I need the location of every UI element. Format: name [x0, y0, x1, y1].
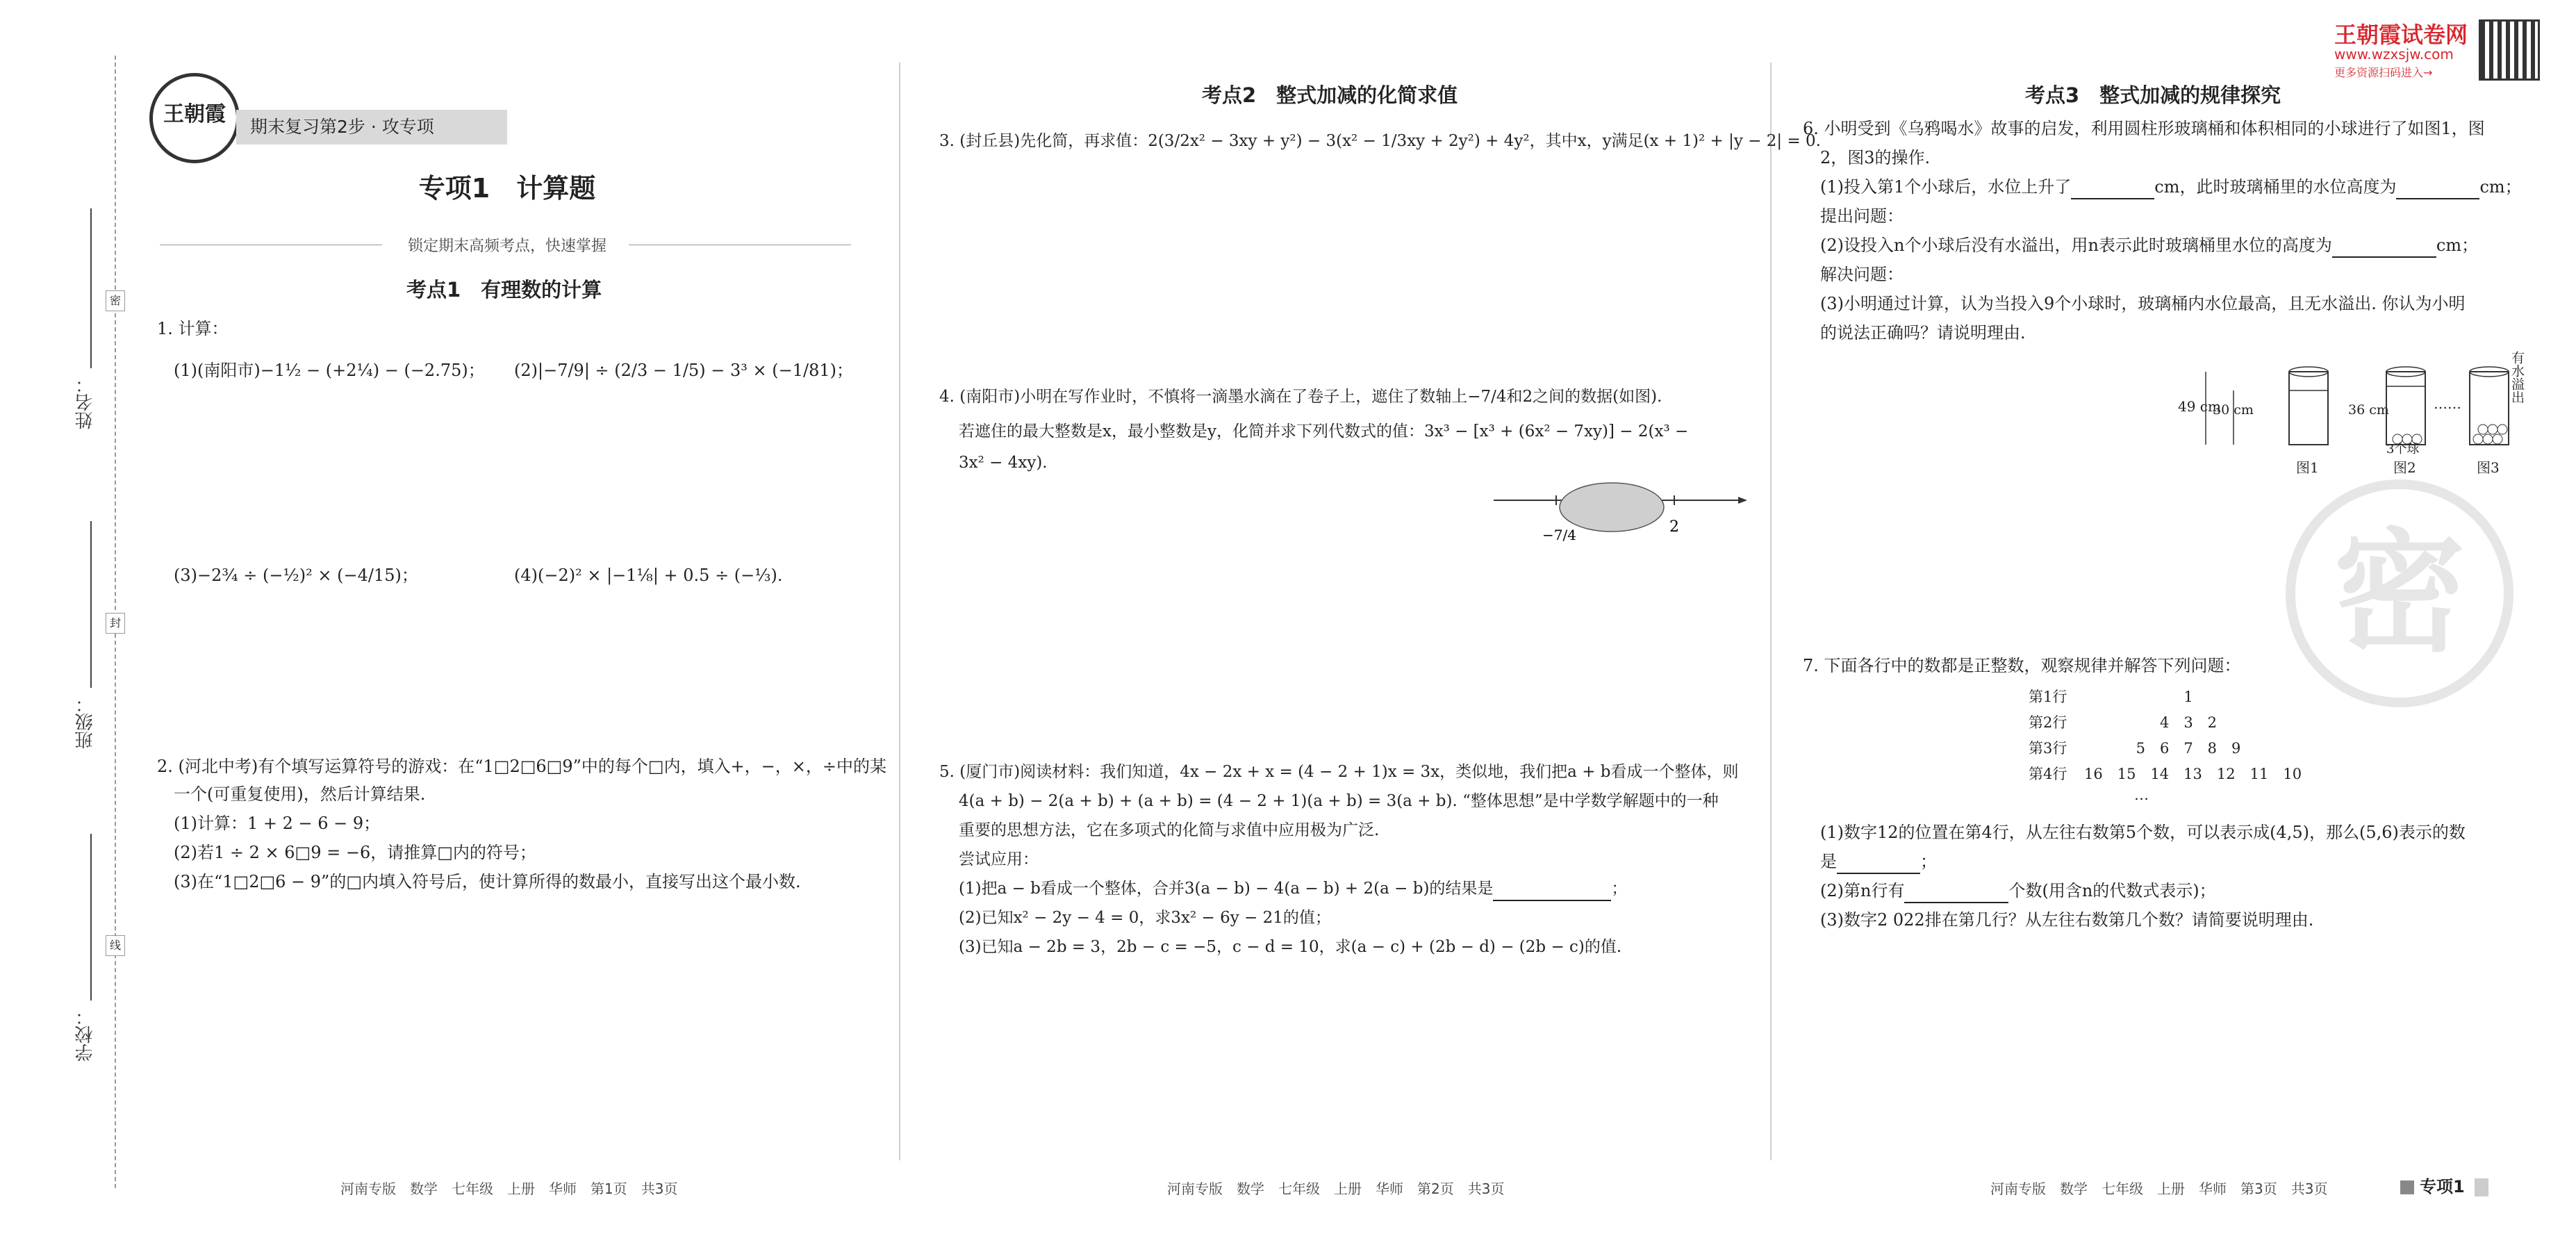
q1-2: (2)|−7/9| ÷ (2/3 − 1/5) − 3³ × (−1/81)； [514, 361, 853, 380]
q5-line2: 4(a + b) − 2(a + b) + (a + b) = (4 − 2 + 1)(a + b) = 3(a + b). “整体思想”是中学数学解题中的一种 [959, 792, 1719, 810]
footer-page-1: 河南专版 数学 七年级 上册 华师 第1页 共3页 [340, 1180, 678, 1197]
footer-page-3: 河南专版 数学 七年级 上册 华师 第3页 共3页 [1990, 1180, 2328, 1197]
q7-row [2029, 762, 2320, 787]
name-label: 姓名： [75, 375, 96, 429]
column-divider-1 [899, 63, 900, 1160]
q5-1: (1)把a − b看成一个整体，合并3(a − b) − 4(a − b) + 2(a − b)的结果是 ； [959, 876, 1627, 901]
q6-1c: cm； [2479, 177, 2522, 197]
q7-2-text: (2)第n行有 [1820, 881, 1905, 900]
q5-2: (2)已知x² − 2y − 4 = 0，求3x² − 6y − 21的值； [959, 909, 1331, 927]
q7-2 [1820, 878, 2216, 903]
q5-line1: 5. (厦门市)阅读材料：我们知道，4x − 2x + x = (4 − 2 + 1)x = 3x，类似地，我们把a + b看成一个整体，则 [939, 763, 1739, 781]
seal-mark: 密 [106, 290, 125, 311]
school-underline [90, 834, 92, 1001]
ink-blot [1560, 483, 1664, 532]
fig3-label: 图3 [2477, 459, 2500, 476]
fig2-label: 图2 [2393, 459, 2416, 476]
q2-line2: 一个(可重复使用)，然后计算结果. [174, 784, 426, 804]
number-line-right-label: 2 [1669, 518, 1679, 536]
footer-tag [2400, 1173, 2488, 1197]
qr-code-icon [2479, 19, 2540, 81]
number-line-figure [1487, 476, 1751, 552]
q4-line2: 若遮住的最大整数是x，最小整数是y，化简并求下列代数式的值：3x³ − [x³ + (6x² − 7xy)] − 2(x³ − [959, 422, 1689, 441]
column-divider-2 [1770, 63, 1772, 1160]
q7-row [2029, 710, 2320, 736]
q6-1a: (1)投入第1个小球后，水位上升了 [1820, 177, 2072, 197]
q6-line1: 6. 小明受到《乌鸦喝水》故事的启发，利用圆柱形玻璃桶和体积相同的小球进行了如图1，图 [1803, 119, 2485, 138]
fig-36-label: 36 cm [2348, 402, 2389, 418]
school-label: 学校： [75, 1007, 96, 1062]
brand-tip: 更多资源扫码进入→ [2334, 66, 2433, 79]
q7-1-blank[interactable] [1837, 855, 1920, 874]
q7-intro: 7. 下面各行中的数都是正整数，观察规律并解答下列问题： [1803, 656, 2241, 675]
q6-line2: 2，图3的操作. [1820, 148, 1931, 167]
fig-overflow-label: 有水溢出 [2509, 351, 2525, 404]
section-title-1: 考点1 有理数的计算 [406, 278, 602, 302]
q6-1b: cm，此时玻璃桶里的水位高度为 [2154, 177, 2397, 197]
q5-line3: 重要的思想方法，它在多项式的化简与求值中应用极为广泛. [959, 821, 1380, 839]
q4-line1: 4. (南阳市)小明在写作业时，不慎将一滴墨水滴在了卷子上，遮住了数轴上−7/4和2之间的数据(如图). [939, 388, 1662, 406]
number-line-arrow [1738, 497, 1747, 504]
q6-2b: cm； [2436, 236, 2479, 255]
fig-dots: …… [2434, 395, 2461, 412]
q6-3b: 的说法正确吗？请说明理由. [1820, 323, 2026, 343]
q7-row-label: 第1行 [2029, 689, 2067, 705]
fig-49-label: 49 cm [2178, 398, 2221, 415]
fig-30-label: 30 cm [2213, 402, 2254, 418]
section-title-2: 考点2 整式加减的化简求值 [1202, 83, 1458, 107]
q2-line1: 2. (河北中考)有个填写运算符号的游戏：在“1□2□6□9”中的每个□内，填入+，−，×，÷中的某 [157, 757, 887, 776]
watermark-seal: 密 [2286, 479, 2513, 707]
class-label: 班级： [75, 695, 96, 749]
page-title: 专项1 计算题 [418, 173, 596, 204]
q1-intro: 1. 计算： [157, 319, 229, 338]
q4-line3: 3x² − 4xy). [959, 454, 1048, 472]
q3: 3. (封丘县)先化简，再求值：2(3/2x² − 3xy + y²) − 3(x² − 1/3xy + 2y²) + 4y²，其中x，y满足(x + 1)² + |y − 2| = 0. [939, 132, 1821, 150]
q2-1: (1)计算：1 + 2 − 6 − 9； [174, 814, 381, 833]
line-mark: 线 [106, 935, 125, 956]
q2-3: (3)在“1□2□6 − 9”的□内填入符号后，使计算所得的数最小，直接写出这个最小数. [174, 872, 801, 891]
q2-2: (2)若1 ÷ 2 × 6□9 = −6，请推算□内的符号； [174, 843, 536, 862]
q7-1a: (1)数字12的位置在第4行，从左往右数第5个数，可以表示成(4,5)，那么(5,6)表示的数 [1820, 823, 2466, 842]
q7-row-label: 第2行 [2029, 714, 2067, 731]
q6-1 [1820, 174, 2522, 199]
q7-row-nums: 5 6 7 8 9 [2136, 740, 2241, 757]
cylinder-figure [2178, 347, 2539, 486]
q6-3a: (3)小明通过计算，认为当投入9个小球时，玻璃桶内水位最高，且无水溢出. 你认为小明 [1820, 294, 2466, 313]
q5-3: (3)已知a − 2b = 3，2b − c = −5，c − d = 10，求(a − c) + (2b − d) − (2b − c)的值. [959, 938, 1622, 956]
q7-2b: 个数(用含n的代数式表示)； [2008, 881, 2216, 900]
q5-1-answer-blank[interactable] [1493, 882, 1611, 901]
q6-solve: 解决问题： [1820, 265, 1904, 284]
q6-ask: 提出问题： [1820, 206, 1904, 226]
q1-4: (4)(−2)² × |−1⅛| + 0.5 ÷ (−⅓). [514, 566, 783, 585]
q6-2 [1820, 233, 2478, 258]
section-title-3: 考点3 整式加减的规律探究 [2025, 83, 2281, 107]
q6-1-blank-rise[interactable] [2071, 180, 2154, 199]
q7-row [2029, 736, 2320, 762]
q7-row-nums: 1 [2183, 689, 2193, 705]
subtitle: 锁定期末高频考点，快速掌握 [407, 238, 606, 255]
footer-tag-marker [2400, 1180, 2414, 1194]
q7-dots: … [2134, 787, 2149, 803]
q7-table [2029, 684, 2320, 802]
q7-3: (3)数字2 022排在第几行？从左往右数第几个数？请简要说明理由. [1820, 910, 2314, 930]
q1-1: (1)(南阳市)−1½ − (+2¼) − (−2.75)； [174, 361, 485, 380]
cylinder-3 [2470, 372, 2509, 445]
q7-1b: 是 ； [1820, 849, 1937, 874]
name-underline [90, 208, 92, 368]
logo: 王朝霞 [149, 73, 240, 163]
brand-url: www.wzxsjw.com [2334, 46, 2454, 63]
footer-tag-text: 专项1 [2420, 1177, 2465, 1196]
q5-line4: 尝试应用： [959, 850, 1039, 869]
q7-row-nums: 16 15 14 13 12 11 10 [2084, 766, 2302, 782]
q7-row-label: 第4行 [2029, 766, 2067, 782]
seal-mark-2: 封 [106, 613, 125, 634]
q6-1-blank-height[interactable] [2396, 180, 2479, 199]
cylinder-2 [2386, 372, 2425, 445]
q7-row [2029, 684, 2320, 710]
banner: 期末复习第2步 · 攻专项 [236, 110, 507, 145]
fig-balls-label: 3个球 [2386, 442, 2420, 456]
footer-tag-bar [2475, 1178, 2488, 1196]
q7-1b-text: 是 [1820, 852, 1837, 871]
footer-page-2: 河南专版 数学 七年级 上册 华师 第2页 共3页 [1167, 1180, 1505, 1197]
number-line-left-label: −7/4 [1542, 527, 1576, 543]
cylinder-1 [2289, 372, 2328, 445]
brand-name: 王朝霞试卷网 [2334, 22, 2468, 48]
q6-2a: (2)设投入n个小球后没有水溢出，用n表示此时玻璃桶里水位的高度为 [1820, 236, 2332, 255]
q7-2-blank[interactable] [1904, 884, 2008, 903]
q6-2-blank[interactable] [2332, 238, 2436, 258]
q1-3: (3)−2¾ ÷ (−½)² × (−4/15)； [174, 566, 418, 585]
fig1-label: 图1 [2296, 459, 2319, 476]
class-underline [90, 521, 92, 688]
q7-row-nums: 4 3 2 [2159, 714, 2218, 731]
q5-1-text: (1)把a − b看成一个整体，合并3(a − b) − 4(a − b) + 2(a − b)的结果是 [959, 880, 1494, 898]
q7-row-label: 第3行 [2029, 740, 2067, 757]
